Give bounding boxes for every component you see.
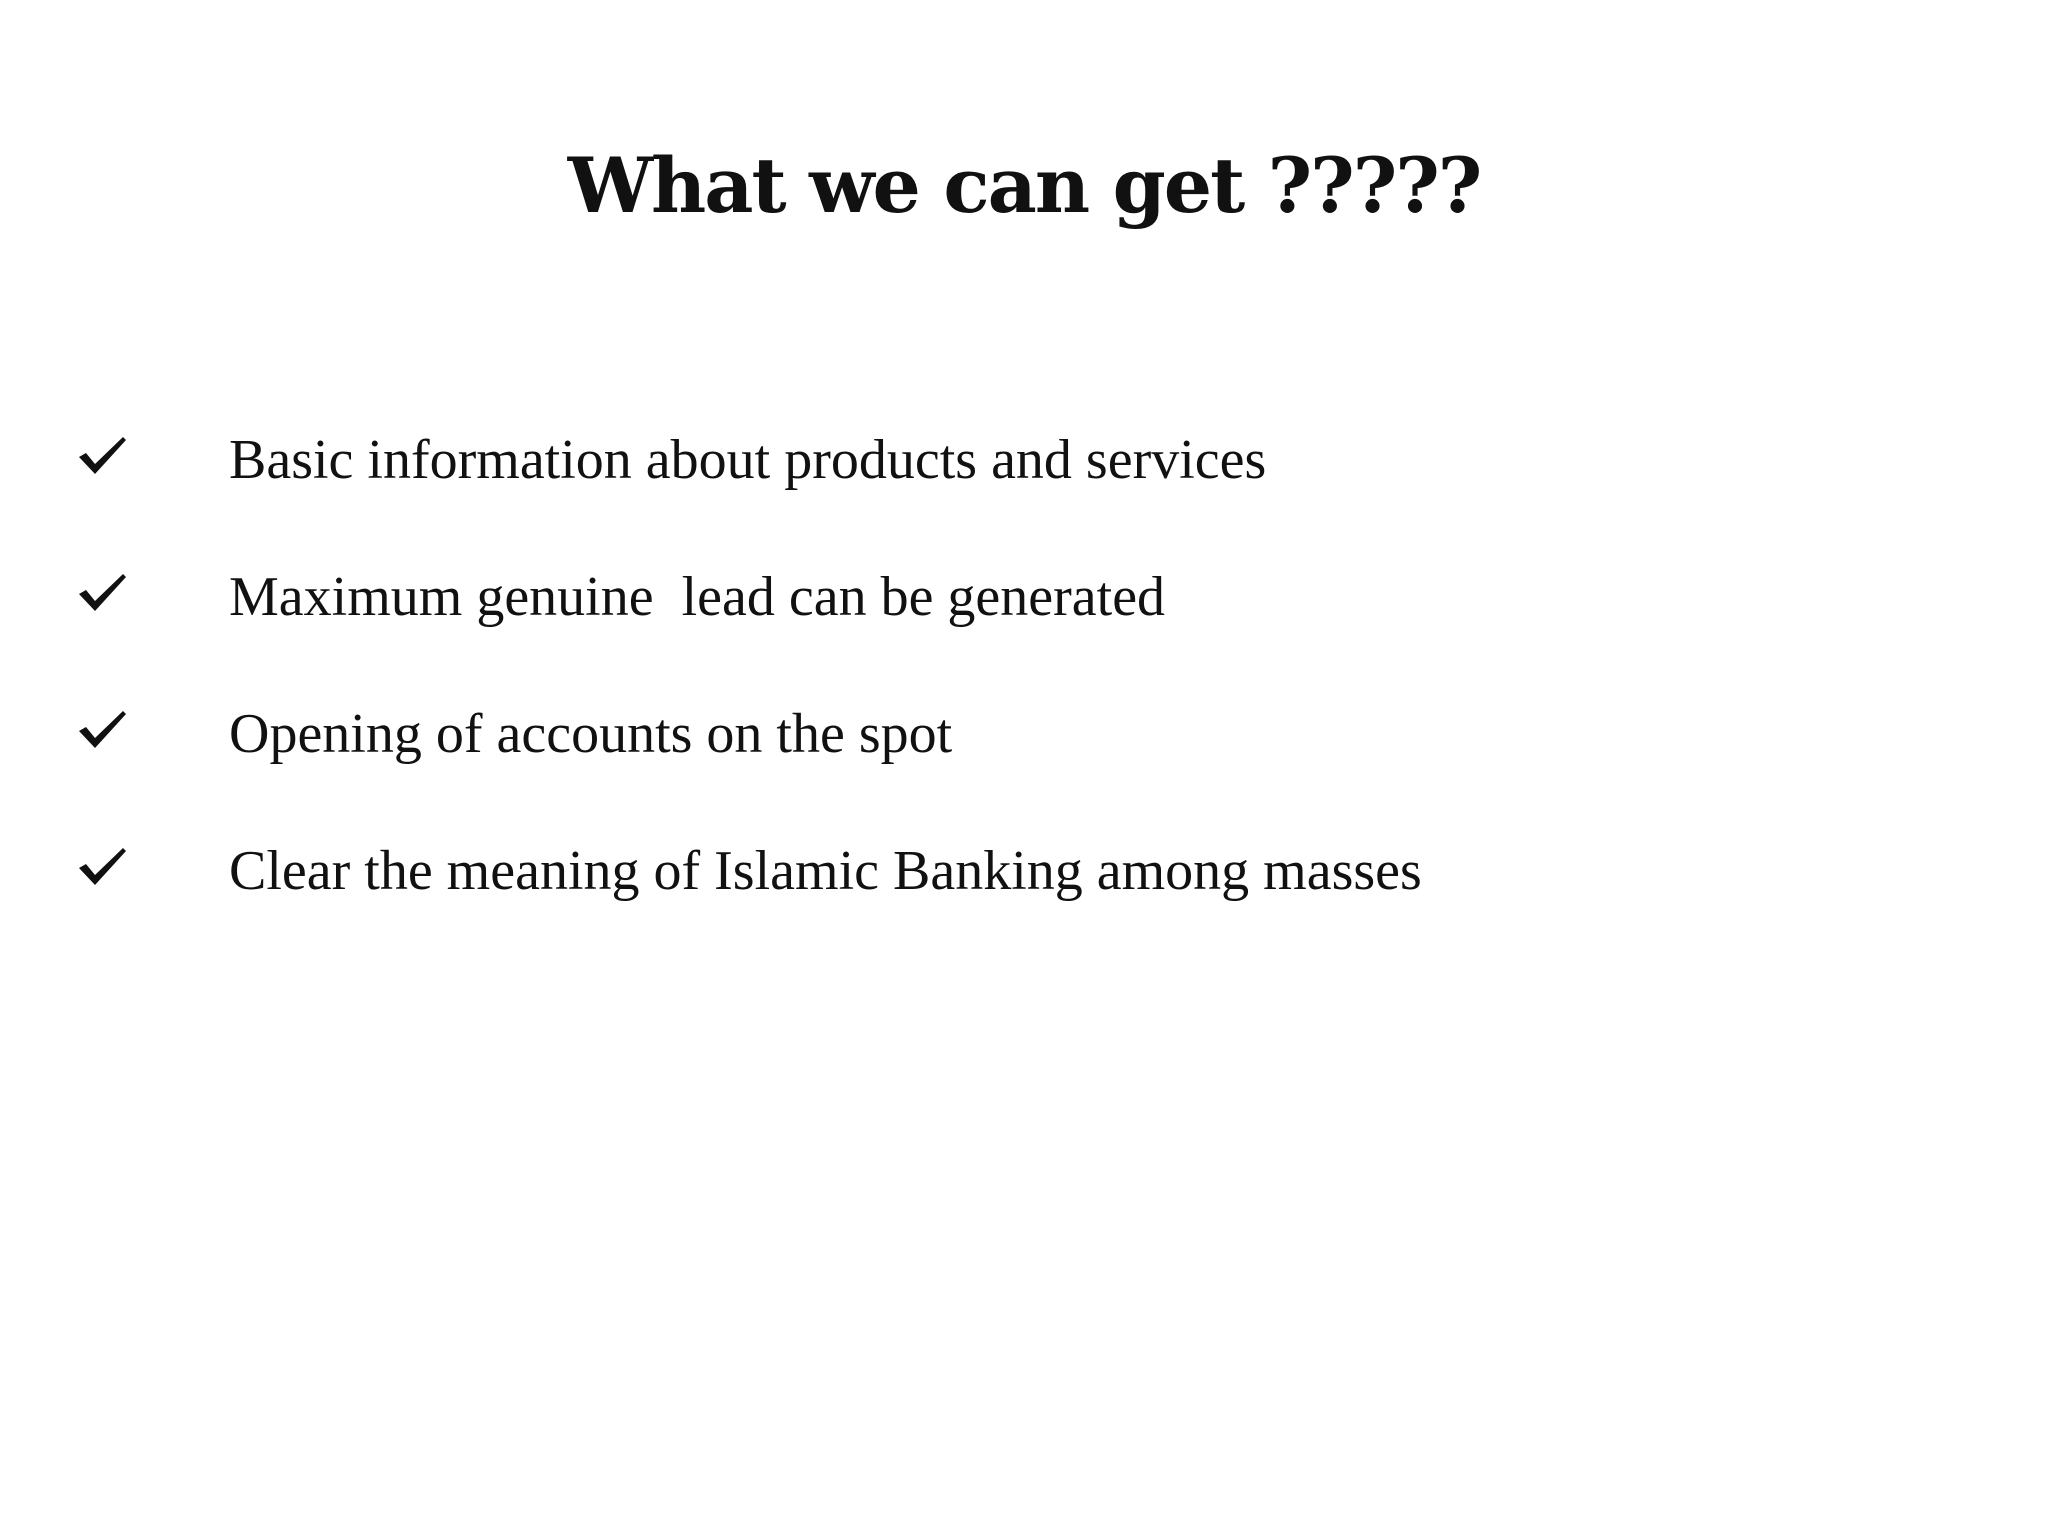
check-icon bbox=[76, 707, 128, 751]
bullet-item bbox=[76, 694, 1976, 774]
check-icon bbox=[76, 433, 128, 477]
bullet-text: Maximum genuine lead can be generated bbox=[229, 566, 1166, 628]
slide-title: What we can get ????? bbox=[567, 141, 1481, 230]
bullet-item bbox=[76, 557, 1976, 637]
bullet-text: Clear the meaning of Islamic Banking among masses bbox=[229, 840, 1422, 902]
bullet-item bbox=[76, 420, 1976, 500]
check-icon bbox=[76, 570, 128, 614]
bullet-item bbox=[76, 831, 1976, 911]
bullet-text: Opening of accounts on the spot bbox=[229, 703, 953, 765]
bullet-text: Basic information about products and services bbox=[229, 429, 1267, 491]
check-icon bbox=[76, 844, 128, 888]
